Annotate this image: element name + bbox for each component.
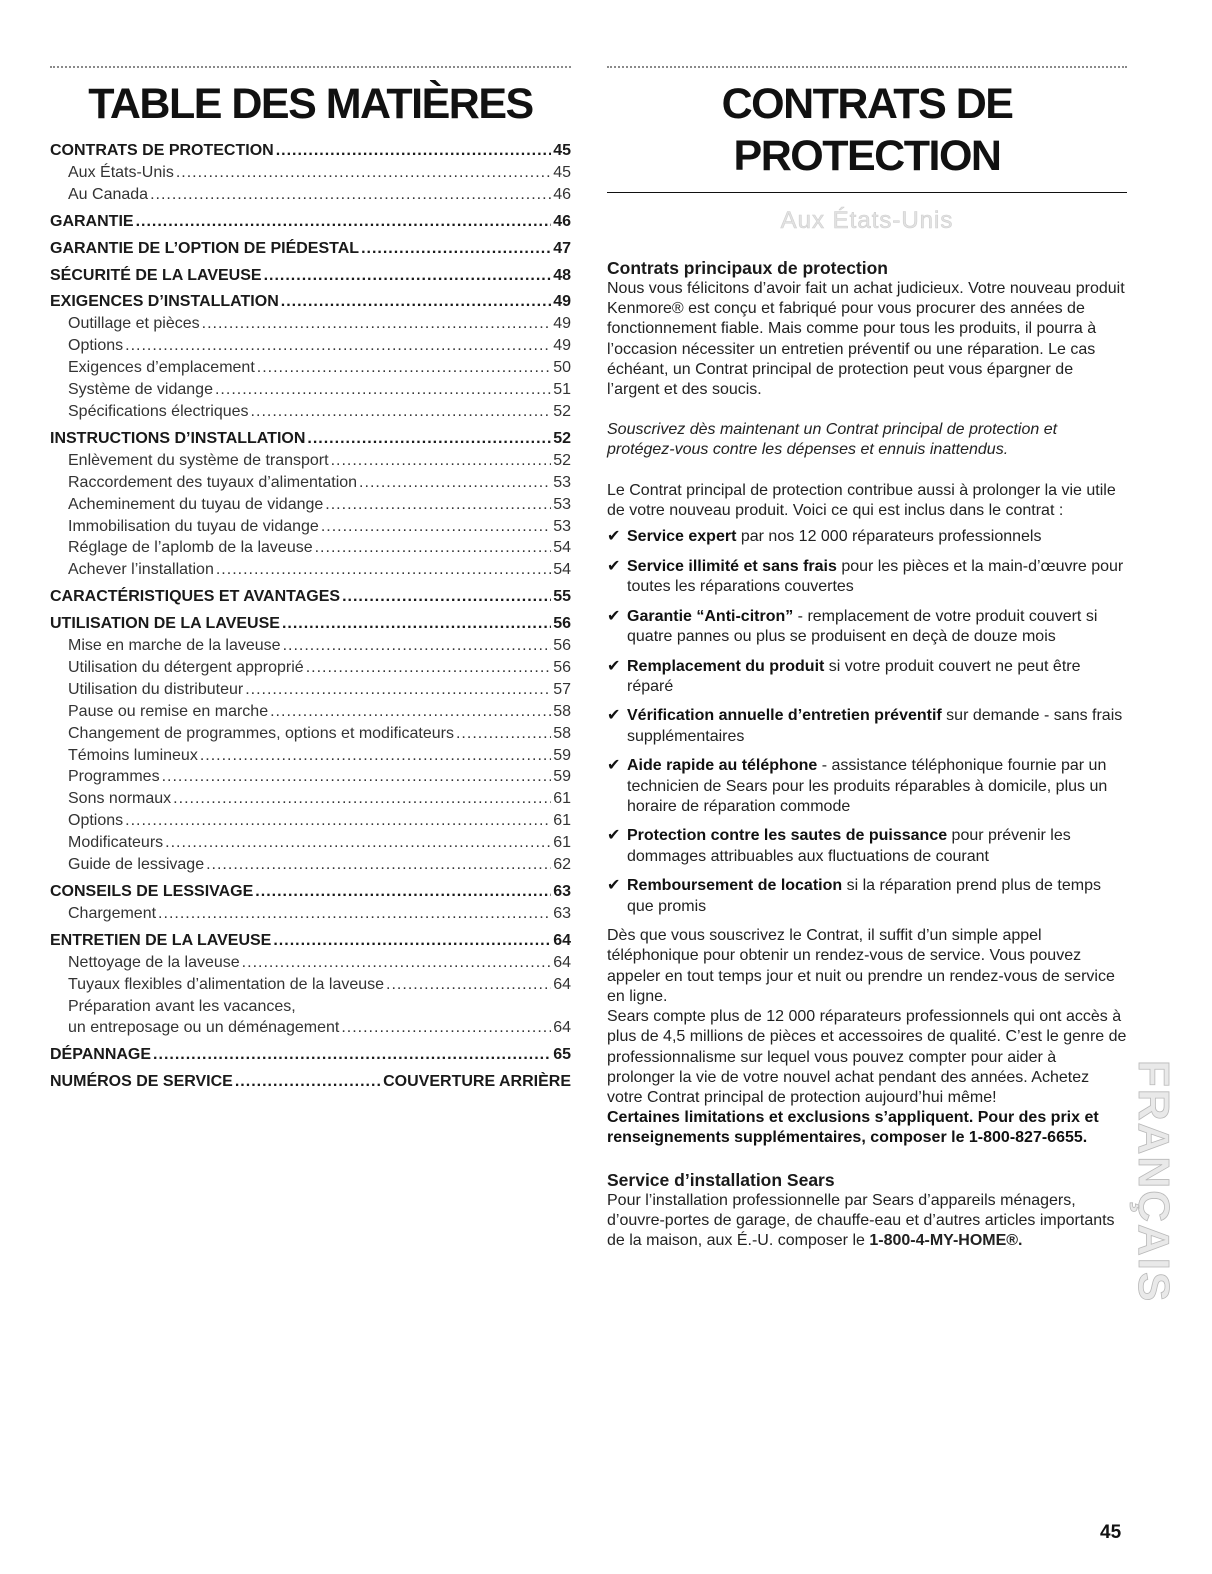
- toc-entry-title: SÉCURITÉ DE LA LAVEUSE: [50, 266, 262, 284]
- toc-dot-leader: [386, 974, 551, 996]
- toc-dot-leader: [242, 952, 552, 974]
- toc-entry: [50, 881, 571, 903]
- toc-entry: [50, 657, 571, 679]
- page-number: 45: [1100, 1522, 1122, 1543]
- toc-entry-page: 45: [553, 142, 571, 159]
- toc-entry: [50, 335, 571, 357]
- toc-entry-page: 53: [553, 495, 571, 513]
- toc-entry-page: 58: [553, 702, 571, 720]
- toc-entry-page: 56: [553, 658, 571, 676]
- toc-dot-leader: [136, 211, 552, 233]
- language-side-tab: [1129, 1060, 1188, 1350]
- toc-dot-leader: [306, 657, 552, 679]
- benefit-title: Service expert: [627, 528, 737, 546]
- toc-entry-title: UTILISATION DE LA LAVEUSE: [50, 615, 280, 633]
- toc-dot-leader: [158, 903, 551, 925]
- toc-entry-page: 64: [553, 975, 571, 993]
- toc-entry: [50, 788, 571, 810]
- checkmark-icon: ✔: [607, 657, 621, 675]
- toc-entry-page: 64: [553, 1019, 571, 1037]
- toc-list: [50, 140, 571, 1093]
- intro-paragraph: Nous vous félicitons d’avoir fait un achat judicieux. Votre nouveau produit Kenmore® est conçu et fabriqué pour vous procurer des années de fonctionnement fiable. Mais comme pour tous les produits, il pourra à l’occasion nécessiter un entretien préventif ou une réparation. Le cas échéant, un Contrat principal de protection peut vous épargner de l’argent et des soucis.: [607, 280, 1125, 399]
- toc-entry-title: Guide de lessivage: [68, 856, 205, 874]
- toc-dot-leader: [281, 291, 551, 313]
- toc-dot-leader: [273, 930, 551, 952]
- toc-dot-leader: [150, 184, 551, 206]
- benefit-text: pour prévenir les dommages attribuables aux fluctuations de courant: [627, 827, 1071, 865]
- toc-entry-title: Acheminement du tuyau de vidange: [68, 495, 324, 513]
- checkmark-icon: ✔: [607, 607, 621, 625]
- benefit-text: sur demande - sans frais supplémentaires: [627, 707, 1123, 745]
- toc-entry-title: Nettoyage de la laveuse: [68, 953, 240, 971]
- toc-dot-leader: [176, 162, 551, 184]
- toc-dot-leader: [456, 723, 551, 745]
- limitations-note: Certaines limitations et exclusions s’appliquent. Pour des prix et renseignements supplémentaires, composer le 1-800-827-6655.: [607, 1109, 1099, 1147]
- benefit-text: si votre produit couvert ne peut être réparé: [627, 657, 1081, 695]
- toc-entry-title: Chargement: [68, 904, 157, 922]
- toc-entry: [50, 1071, 571, 1093]
- benefit-item: [607, 756, 1127, 817]
- toc-entry-page: 49: [553, 293, 571, 311]
- toc-entry: [50, 930, 571, 952]
- toc-entry: [50, 559, 571, 581]
- toc-entry-page: 49: [553, 337, 571, 355]
- toc-entry: [50, 974, 571, 996]
- toc-entry: [50, 810, 571, 832]
- toc-dot-leader: [125, 810, 551, 832]
- toc-entry-page: 52: [553, 429, 571, 447]
- toc-entry-title: Préparation avant les vacances,: [68, 997, 296, 1015]
- toc-dot-leader: [283, 635, 552, 657]
- toc-entry: [50, 586, 571, 608]
- benefit-item: [607, 557, 1127, 597]
- toc-dot-leader: [162, 766, 552, 788]
- toc-entry-title: CONTRATS DE PROTECTION: [50, 142, 274, 159]
- toc-entry-page: 56: [553, 615, 571, 633]
- toc-entry-page: 47: [553, 239, 571, 257]
- benefit-title: Aide rapide au téléphone: [627, 757, 818, 775]
- install-text: Pour l’installation professionnelle par Sears d’appareils ménagers, d’ouvre-portes de garage, de chauffe-eau et d’autres articles importants de la maison, aux É.-U. composer le: [607, 1191, 1115, 1249]
- toc-entry: [50, 313, 571, 335]
- toc-dot-leader: [200, 745, 551, 767]
- call-paragraph: Dès que vous souscrivez le Contrat, il suffit d’un simple appel téléphonique pour obtenir un rendez-vous de service. Vous pouvez appeler en tout temps jour et nuit ou prendre un rendez-vous de service en ligne.: [607, 927, 1115, 1005]
- toc-entry-title: Options: [68, 337, 124, 355]
- checkmark-icon: ✔: [607, 707, 621, 725]
- toc-entry-page: 53: [553, 473, 571, 491]
- italic-callout: Souscrivez dès maintenant un Contrat principal de protection et protégez-vous contre les dépenses et ennuis inattendus.: [607, 421, 1058, 459]
- toc-entry-page: 64: [553, 931, 571, 949]
- toc-entry-title: Au Canada: [68, 185, 149, 203]
- section-rule: [607, 192, 1127, 193]
- toc-entry-title: Immobilisation du tuyau de vidange: [68, 517, 319, 535]
- main-contracts-heading: Contrats principaux de protection: [607, 258, 888, 278]
- toc-dot-leader: [125, 335, 551, 357]
- toc-dot-leader: [255, 881, 551, 903]
- toc-entry-title: Aux États-Unis: [68, 163, 174, 181]
- toc-entry: [50, 516, 571, 538]
- toc-entry-title: Réglage de l’aplomb de la laveuse: [68, 539, 313, 557]
- table-of-contents: [50, 66, 571, 1093]
- toc-dot-leader: [361, 238, 551, 260]
- toc-entry: [50, 635, 571, 657]
- toc-entry-page: 54: [553, 539, 571, 557]
- toc-dot-leader: [235, 1071, 381, 1093]
- checkmark-icon: ✔: [607, 557, 621, 575]
- checkmark-icon: ✔: [607, 827, 621, 845]
- toc-dot-leader: [270, 701, 551, 723]
- toc-entry-page: 61: [553, 834, 571, 852]
- toc-entry-title: GARANTIE: [50, 212, 134, 230]
- benefit-title: Vérification annuelle d’entretien préventif: [627, 707, 942, 725]
- toc-dot-leader: [276, 140, 552, 162]
- toc-entry: [50, 952, 571, 974]
- toc-dot-leader: [307, 428, 551, 450]
- toc-entry-title: Achever l’installation: [68, 561, 214, 579]
- toc-entry-page: 53: [553, 517, 571, 535]
- toc-entry-title: Exigences d’emplacement: [68, 359, 255, 377]
- sears-paragraph: Sears compte plus de 12 000 réparateurs professionnels qui ont accès à plus de 4,5 millions de pièces et accessoires de qualité. C’est le genre de professionnalisme sur lequel vous pouvez compter pour aider à prolonger la vie de votre nouvel achat pendant des années. Achetez votre Contrat principal de protection aujourd’hui même!: [607, 1008, 1127, 1106]
- toc-entry: [50, 537, 571, 559]
- toc-entry: [50, 265, 571, 287]
- toc-entry-title: Raccordement des tuyaux d’alimentation: [68, 473, 358, 491]
- toc-entry-title: un entreposage ou un déménagement: [68, 1019, 340, 1037]
- toc-entry: [50, 162, 571, 184]
- benefits-list: [607, 527, 1127, 917]
- toc-entry-title: Sons normaux: [68, 790, 172, 808]
- benefit-title: Garantie “Anti-citron”: [627, 607, 794, 625]
- toc-entry-page: 56: [553, 637, 571, 655]
- side-tab-label: FRANÇAIS: [1129, 1060, 1178, 1304]
- benefit-text: - remplacement de votre produit couvert si quatre pannes ou plus se produisent en deçà de douze mois: [627, 607, 1098, 645]
- toc-entry: [50, 1044, 571, 1066]
- install-phone: 1-800-4-MY-HOME®.: [869, 1231, 1023, 1249]
- toc-entry-page: COUVERTURE ARRIÈRE: [383, 1073, 571, 1091]
- toc-entry: [50, 832, 571, 854]
- toc-entry-title: NUMÉROS DE SERVICE: [50, 1073, 233, 1091]
- toc-entry: [50, 401, 571, 423]
- toc-entry-page: 63: [553, 904, 571, 922]
- toc-entry: [50, 745, 571, 767]
- benefit-title: Remboursement de location: [627, 877, 843, 895]
- benefit-item: [607, 876, 1127, 916]
- toc-dot-leader: [342, 586, 551, 608]
- toc-entry-page: 64: [553, 953, 571, 971]
- toc-entry: [50, 140, 571, 162]
- toc-title: TABLE DES MATIÈRES: [88, 80, 533, 128]
- toc-entry-title: Pause ou remise en marche: [68, 702, 269, 720]
- toc-entry: [50, 701, 571, 723]
- toc-entry-page: 54: [553, 561, 571, 579]
- dotted-rule: [607, 66, 1127, 72]
- toc-entry-title: Mise en marche de la laveuse: [68, 637, 281, 655]
- toc-entry-title: CARACTÉRISTIQUES ET AVANTAGES: [50, 588, 341, 606]
- toc-entry-page: 46: [553, 212, 571, 230]
- toc-entry: [50, 428, 571, 450]
- toc-dot-leader: [153, 1044, 551, 1066]
- toc-entry-page: 48: [553, 266, 571, 284]
- toc-entry-title: Utilisation du détergent approprié: [68, 658, 304, 676]
- benefit-text: - assistance téléphonique fournie par un technicien de Sears pour les produits réparables à domicile, plus un horaire de réparation commode: [627, 757, 1108, 815]
- toc-entry-page: 45: [553, 163, 571, 181]
- toc-entry: [50, 379, 571, 401]
- toc-entry-page: 62: [553, 856, 571, 874]
- benefit-text: si la réparation prend plus de temps que promis: [627, 877, 1101, 915]
- toc-entry-title: Options: [68, 812, 124, 830]
- toc-entry-page: 55: [553, 588, 571, 606]
- toc-entry: [50, 723, 571, 745]
- benefit-item: [607, 657, 1127, 697]
- toc-entry-page: 63: [553, 883, 571, 900]
- toc-entry: [50, 854, 571, 876]
- toc-entry-title: INSTRUCTIONS D’INSTALLATION: [50, 429, 306, 447]
- benefit-item: [607, 527, 1127, 547]
- benefit-title: Service illimité et sans frais: [627, 557, 837, 575]
- toc-dot-leader: [173, 788, 551, 810]
- benefit-title: Protection contre les sautes de puissance: [627, 827, 948, 845]
- toc-entry-title: CONSEILS DE LESSIVAGE: [50, 883, 254, 900]
- lead-paragraph: Le Contrat principal de protection contribue aussi à prolonger la vie utile de votre nouveau produit. Voici ce qui est inclus dans le contrat :: [607, 481, 1116, 519]
- toc-entry-page: 49: [553, 315, 571, 333]
- toc-entry-page: 59: [553, 768, 571, 786]
- toc-entry-title: GARANTIE DE L’OPTION DE PIÉDESTAL: [50, 239, 360, 257]
- checkmark-icon: ✔: [607, 528, 621, 546]
- protection-section: [607, 66, 1127, 1251]
- toc-dot-leader: [251, 401, 552, 423]
- toc-dot-leader: [202, 313, 552, 335]
- toc-entry-page: 52: [553, 402, 571, 420]
- toc-dot-leader: [325, 494, 551, 516]
- toc-entry-page: 51: [553, 381, 571, 399]
- toc-entry-title: Modificateurs: [68, 834, 164, 852]
- toc-entry-title: Spécifications électriques: [68, 402, 249, 420]
- toc-entry: [50, 494, 571, 516]
- toc-entry: [50, 766, 571, 788]
- toc-dot-leader: [331, 450, 552, 472]
- toc-dot-leader: [245, 679, 551, 701]
- toc-entry-title: Enlèvement du système de transport: [68, 451, 329, 469]
- toc-dot-leader: [206, 854, 551, 876]
- toc-entry-title: EXIGENCES D’INSTALLATION: [50, 293, 279, 311]
- toc-entry-title: Tuyaux flexibles d’alimentation de la laveuse: [68, 975, 385, 993]
- toc-entry: [50, 450, 571, 472]
- toc-entry: [50, 211, 571, 233]
- toc-entry-title: Utilisation du distributeur: [68, 680, 244, 698]
- toc-entry-page: 50: [553, 359, 571, 377]
- benefit-item: [607, 607, 1127, 647]
- install-heading: Service d’installation Sears: [607, 1169, 835, 1190]
- toc-entry: [50, 472, 571, 494]
- toc-dot-leader: [264, 265, 552, 287]
- toc-entry-title: Témoins lumineux: [68, 746, 198, 764]
- toc-entry: [50, 291, 571, 313]
- toc-dot-leader: [341, 1017, 551, 1039]
- toc-entry-page: 57: [553, 680, 571, 698]
- toc-entry-title: Outillage et pièces: [68, 315, 200, 333]
- toc-entry-title: ENTRETIEN DE LA LAVEUSE: [50, 931, 272, 949]
- toc-entry: [50, 679, 571, 701]
- toc-entry-page: 58: [553, 724, 571, 742]
- toc-entry-page: 59: [553, 746, 571, 764]
- benefit-text: par nos 12 000 réparateurs professionnels: [736, 528, 1042, 546]
- toc-dot-leader: [282, 613, 551, 635]
- toc-entry: [50, 996, 571, 1018]
- benefit-text: pour les pièces et la main-d’œuvre pour toutes les réparations couvertes: [627, 557, 1124, 595]
- toc-dot-leader: [165, 832, 551, 854]
- toc-entry-page: 61: [553, 790, 571, 808]
- toc-entry-title: DÉPANNAGE: [50, 1046, 152, 1064]
- toc-entry: [50, 1017, 571, 1039]
- checkmark-icon: ✔: [607, 877, 621, 895]
- protection-title: CONTRATS DE PROTECTION: [721, 80, 1013, 180]
- dotted-rule: [50, 66, 571, 72]
- toc-entry: [50, 613, 571, 635]
- benefit-title: Remplacement du produit: [627, 657, 825, 675]
- toc-dot-leader: [315, 537, 552, 559]
- toc-dot-leader: [359, 472, 551, 494]
- checkmark-icon: ✔: [607, 757, 621, 775]
- toc-entry-page: 46: [553, 185, 571, 203]
- toc-entry-page: 61: [553, 812, 571, 830]
- toc-dot-leader: [257, 357, 551, 379]
- benefit-item: [607, 706, 1127, 746]
- toc-entry: [50, 357, 571, 379]
- install-paragraph: [607, 1191, 1127, 1252]
- toc-dot-leader: [216, 559, 551, 581]
- toc-entry-title: Changement de programmes, options et modificateurs: [68, 724, 454, 742]
- toc-entry-page: 52: [553, 451, 571, 469]
- toc-entry-page: 65: [553, 1046, 571, 1064]
- toc-entry-title: Programmes: [68, 768, 160, 786]
- toc-entry: [50, 903, 571, 925]
- toc-entry-title: Système de vidange: [68, 381, 213, 399]
- toc-entry: [50, 238, 571, 260]
- benefit-item: [607, 826, 1127, 866]
- toc-entry: [50, 184, 571, 206]
- toc-dot-leader: [215, 379, 551, 401]
- region-subhead: Aux États-Unis: [780, 207, 954, 234]
- toc-dot-leader: [321, 516, 551, 538]
